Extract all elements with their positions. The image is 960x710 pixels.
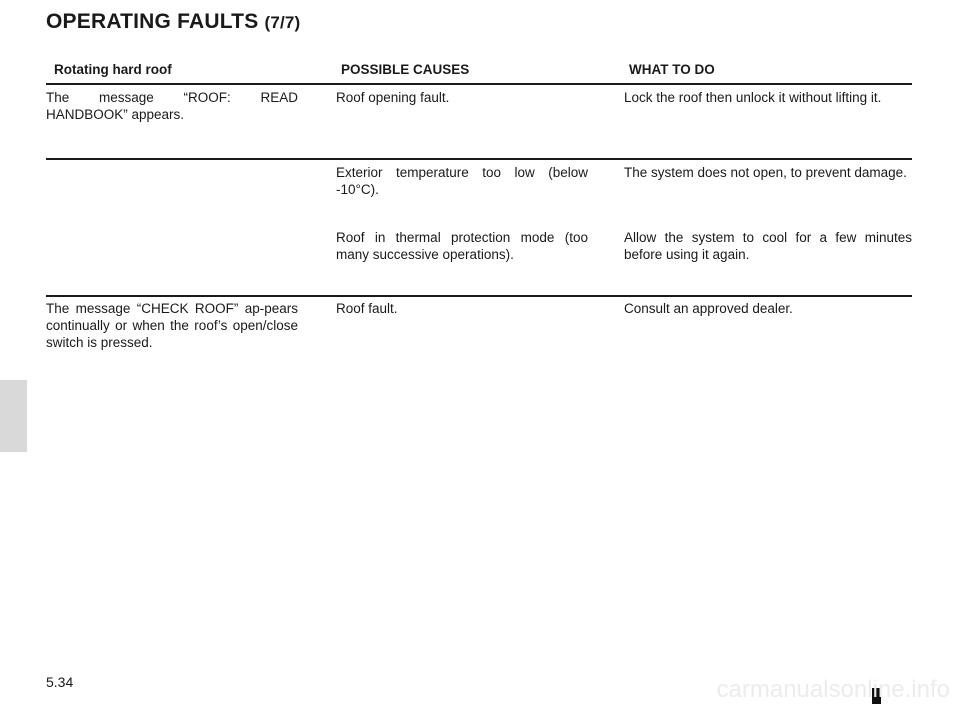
header-rule <box>46 83 912 85</box>
chapter-side-tab <box>0 380 27 452</box>
page-number: 5.34 <box>46 674 74 690</box>
cause-cell: Roof opening fault. <box>336 90 450 105</box>
cause-cell: Roof fault. <box>336 301 398 316</box>
page-title <box>46 10 300 34</box>
action-cell: Consult an approved dealer. <box>624 301 793 316</box>
column-header-possible-causes: POSSIBLE CAUSES <box>341 62 470 77</box>
symptom-cell: The message “CHECK ROOF” ap-pears continually or when the roof’s open/close switch is pressed. <box>46 301 298 350</box>
cause-cell: Exterior temperature too low (below -10°C). <box>336 165 588 197</box>
action-cell: Allow the system to cool for a few minutes before using it again. <box>624 230 912 262</box>
symptom-cell: The message “ROOF: READ HANDBOOK” appears. <box>46 90 298 122</box>
row-divider <box>46 158 912 160</box>
action-cell: The system does not open, to prevent damage. <box>624 165 907 180</box>
action-cell: Lock the roof then unlock it without lifting it. <box>624 90 882 105</box>
watermark: carmanualsonline.info <box>716 676 950 703</box>
cause-cell: Roof in thermal protection mode (too many successive operations). <box>336 230 588 262</box>
column-header-rotating-hard-roof: Rotating hard roof <box>54 62 172 77</box>
row-divider <box>46 295 912 297</box>
column-header-what-to-do: WHAT TO DO <box>629 62 715 77</box>
page-title-text: OPERATING FAULTS <box>46 10 259 33</box>
page-title-part: (7/7) <box>264 13 301 32</box>
